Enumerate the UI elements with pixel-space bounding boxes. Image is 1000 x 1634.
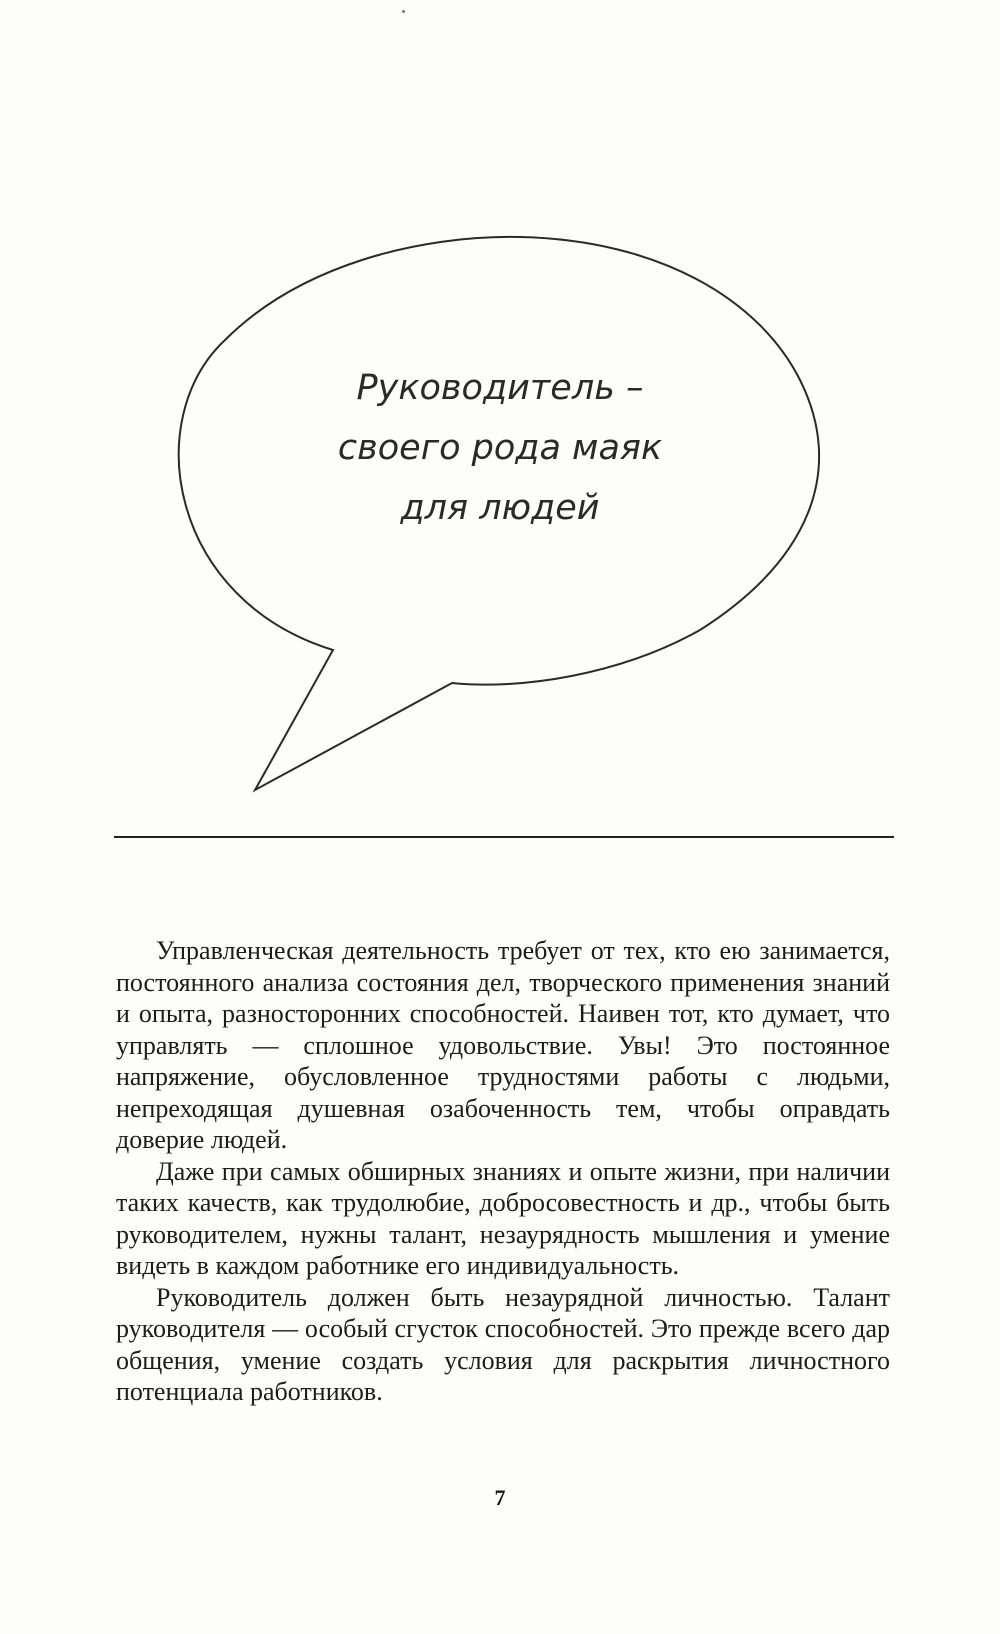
divider-line — [114, 836, 894, 838]
body-text — [116, 935, 890, 1408]
paragraph: Руководитель должен быть незаурядной личностью. Талант руководителя — особый сгусток способностей. Это прежде всего дар общения, умение создать условия для раскрытия личностного потенциала работников. — [116, 1282, 890, 1406]
page-number: 7 — [494, 1485, 506, 1510]
paragraph: Даже при самых обширных знаниях и опыте жизни, при наличии таких качеств, как трудолюбие, добросовестность и др., чтобы быть руководителем, нужны талант, незаурядность мышления и умение видеть в каждом работнике его индивидуальность. — [116, 1156, 890, 1280]
quote-line: своего рода маяк — [337, 428, 663, 468]
quote-line: для людей — [400, 488, 600, 528]
quote-line: Руководитель – — [356, 368, 644, 408]
bubble-quote — [250, 358, 750, 538]
paragraph: Управленческая деятельность требует от тех, кто ею занимается, постоянного анализа состояния дел, творческого применения знаний и опыта, разносторонних способностей. Наивен тот, кто думает, что управлять — сплошное удовольствие. Увы! Это постоянное напряжение, обусловленное трудностями работы с людьми, непреходящая душевная озабоченность тем, чтобы оправдать доверие людей. — [116, 936, 890, 1154]
